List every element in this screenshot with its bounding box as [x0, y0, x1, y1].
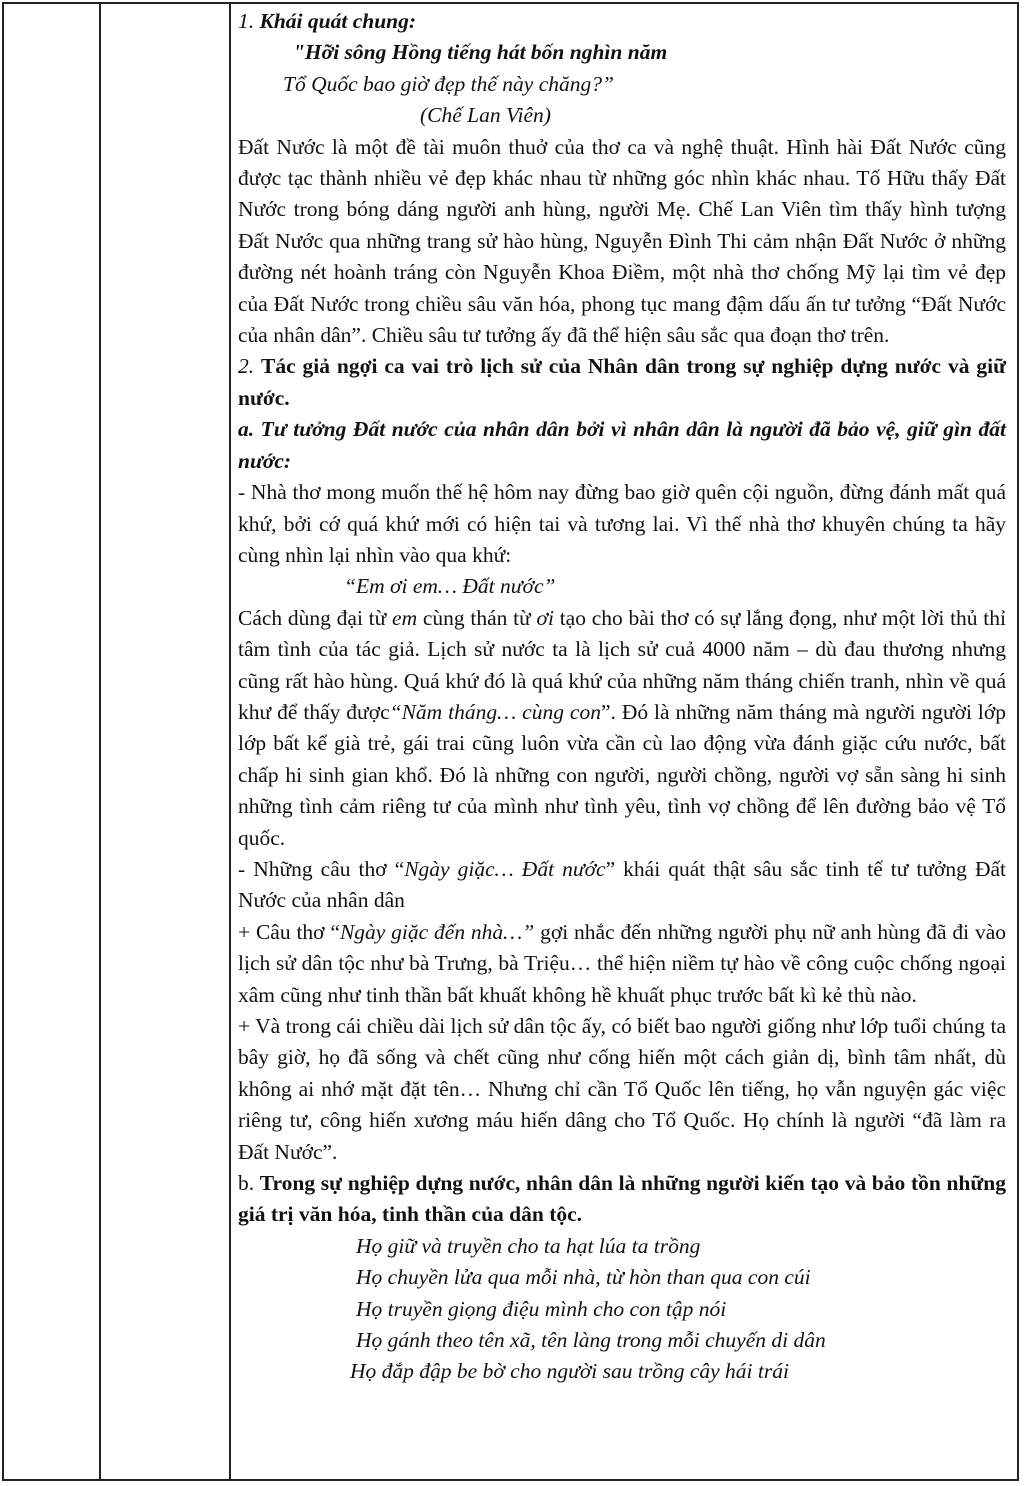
- subsection-a-heading: a. Tư tưởng Đất nước của nhân dân bởi vì nhân dân là người đã bảo vệ, giữ gìn đất nước:: [238, 417, 1006, 473]
- quote-ngay-giac-den-nha: Ngày giặc đến nhà…”: [339, 919, 535, 944]
- epigraph-author: (Chế Lan Viên): [420, 103, 551, 128]
- column-divider-2: [229, 4, 231, 1479]
- quote-nam-thang: “Năm tháng… cùng con: [389, 699, 601, 724]
- section-2-title: Tác giả ngợi ca vai trò lịch sử của Nhân dân trong sự nghiệp dựng nước và giữ nước.: [238, 354, 1006, 410]
- column-divider-1: [99, 4, 101, 1479]
- section-1-title: Khái quát chung:: [259, 9, 417, 33]
- section-2-number: 2.: [238, 354, 255, 379]
- epigraph-line-1: "Hỡi sông Hồng tiếng hát bốn nghìn năm: [293, 40, 668, 65]
- paragraph-a-3-text-1: - Những câu thơ “: [238, 856, 405, 881]
- paragraph-a-3: [238, 854, 1006, 917]
- word-em: em: [392, 605, 418, 630]
- section-2-heading: [238, 351, 1006, 414]
- quote-em-oi-em: “Em ơi em… Đất nước”: [344, 574, 556, 599]
- paragraph-a-2-text-4: ”. Đó là những năm tháng mà người người lớp lớp bất kể già trẻ, gái trai cũng luôn vừa cần cù lao động vừa đánh giặc cứu nước, bất chấp hi sinh gian khổ. Đó là những con người, người chồng, người vợ sẵn sàng hi sinh những tình cảm riêng tư của mình như tình yêu, tình vợ chồng để lên đường bảo vệ Tổ quốc.: [238, 699, 1006, 850]
- poem-line: Họ giữ và truyền cho ta hạt lúa ta trồng: [356, 1233, 701, 1258]
- word-oi: ơi: [536, 605, 554, 630]
- poem-line: Họ chuyền lửa qua mỗi nhà, từ hòn than qua con cúi: [356, 1265, 811, 1290]
- poem-line: Họ đắp đập be bờ cho người sau trồng cây hái trái: [350, 1359, 789, 1384]
- paragraph-a-4-text-2: gợi nhắc đến những người phụ nữ anh hùng đã đi vào lịch sử dân tộc như bà Trưng, bà Triệu… thể hiện niềm tự hào về công cuộc chống ngoại xâm cũng như tinh thần bất khuất không hề khuất phục trước bất kì kẻ thù nào.: [238, 919, 1006, 1007]
- paragraph-a-2-text-3: tạo cho bài thơ có sự lắng đọng, như một lời thủ thỉ tâm tình của tác giả. Lịch sử nước ta là lịch sử cuả 4000 năm – dù đau thương nhưng cũng rất hào hùng. Quá khứ đó là quá khứ của những năm tháng chiến tranh, nhìn về quá khư để thấy được: [238, 605, 1006, 724]
- subsection-b-title: Trong sự nghiệp dựng nước, nhân dân là những người kiến tạo và bảo tồn những giá trị văn hóa, tinh thần của dân tộc.: [238, 1171, 1006, 1227]
- section-1-heading: [238, 6, 1006, 37]
- paragraph-a-4: [238, 917, 1006, 1011]
- paragraph-a-5: + Và trong cái chiều dài lịch sử dân tộc ấy, có biết bao người giống như lớp tuổi chúng ta bây giờ, họ đã sống và chết cũng như cống hiến một cách giản dị, bình tâm nhất, dù không ai nhớ mặt đặt tên… Nhưng chỉ cần Tổ Quốc lên tiếng, họ vẫn nguyện gác việc riêng tư, công hiến xương máu hiến dâng cho Tổ Quốc. Họ chính là người “đã làm ra Đất Nước”.: [238, 1014, 1006, 1164]
- subsection-b-heading: [238, 1168, 1006, 1231]
- epigraph-line-2: Tổ Quốc bao giờ đẹp thế này chăng?”: [283, 71, 614, 96]
- section-1-number: 1.: [238, 9, 255, 33]
- paragraph-a-2: [238, 603, 1006, 854]
- content-cell: [238, 6, 1006, 1388]
- paragraph-a-2-text-1: Cách dùng đại từ: [238, 605, 393, 630]
- paragraph-a-3-text-2: ” khái quát thật sâu sắc tinh tế tư tưởng Đất Nước của nhân dân: [238, 856, 1007, 913]
- paragraph-a-2-text-2: cùng thán từ: [417, 605, 537, 630]
- poem-line: Họ gánh theo tên xã, tên làng trong mỗi chuyến di dân: [356, 1328, 826, 1353]
- quote-ngay-giac: Ngày giặc… Đất nước: [404, 856, 606, 881]
- paragraph-a-4-text-1: + Câu thơ “: [238, 919, 340, 944]
- poem-line: Họ truyền giọng điệu mình cho con tập nói: [356, 1296, 727, 1321]
- paragraph-a-1: - Nhà thơ mong muốn thế hệ hôm nay đừng bao giờ quên cội nguồn, đừng đánh mất quá khứ, bởi cớ quá khứ mới có hiện tai và tương lai. Vì thế nhà thơ khuyên chúng ta hãy cùng nhìn lại nhìn vào qua khứ:: [238, 480, 1006, 567]
- intro-paragraph: Đất Nước là một đề tài muôn thuở của thơ ca và nghệ thuật. Hình hài Đất Nước cũng được tạc thành nhiều vẻ đẹp khác nhau từ những góc nhìn khác nhau. Tố Hữu thấy Đất Nước trong bóng dáng người anh hùng, người Mẹ. Chế Lan Viên tìm thấy hình tượng Đất Nước qua những trang sử hào hùng, Nguyễn Đình Thi cảm nhận Đất Nước ở những đường nét hoành tráng còn Nguyễn Khoa Điềm, một nhà thơ chống Mỹ lại tìm vẻ đẹp của Đất Nước trong chiều sâu văn hóa, phong tục mang đậm dấu ấn tư tưởng “Đất Nước của nhân dân”. Chiều sâu tư tưởng ấy đã thể hiện sâu sắc qua đoạn thơ trên.: [238, 134, 1006, 348]
- subsection-b-prefix: b.: [238, 1171, 255, 1196]
